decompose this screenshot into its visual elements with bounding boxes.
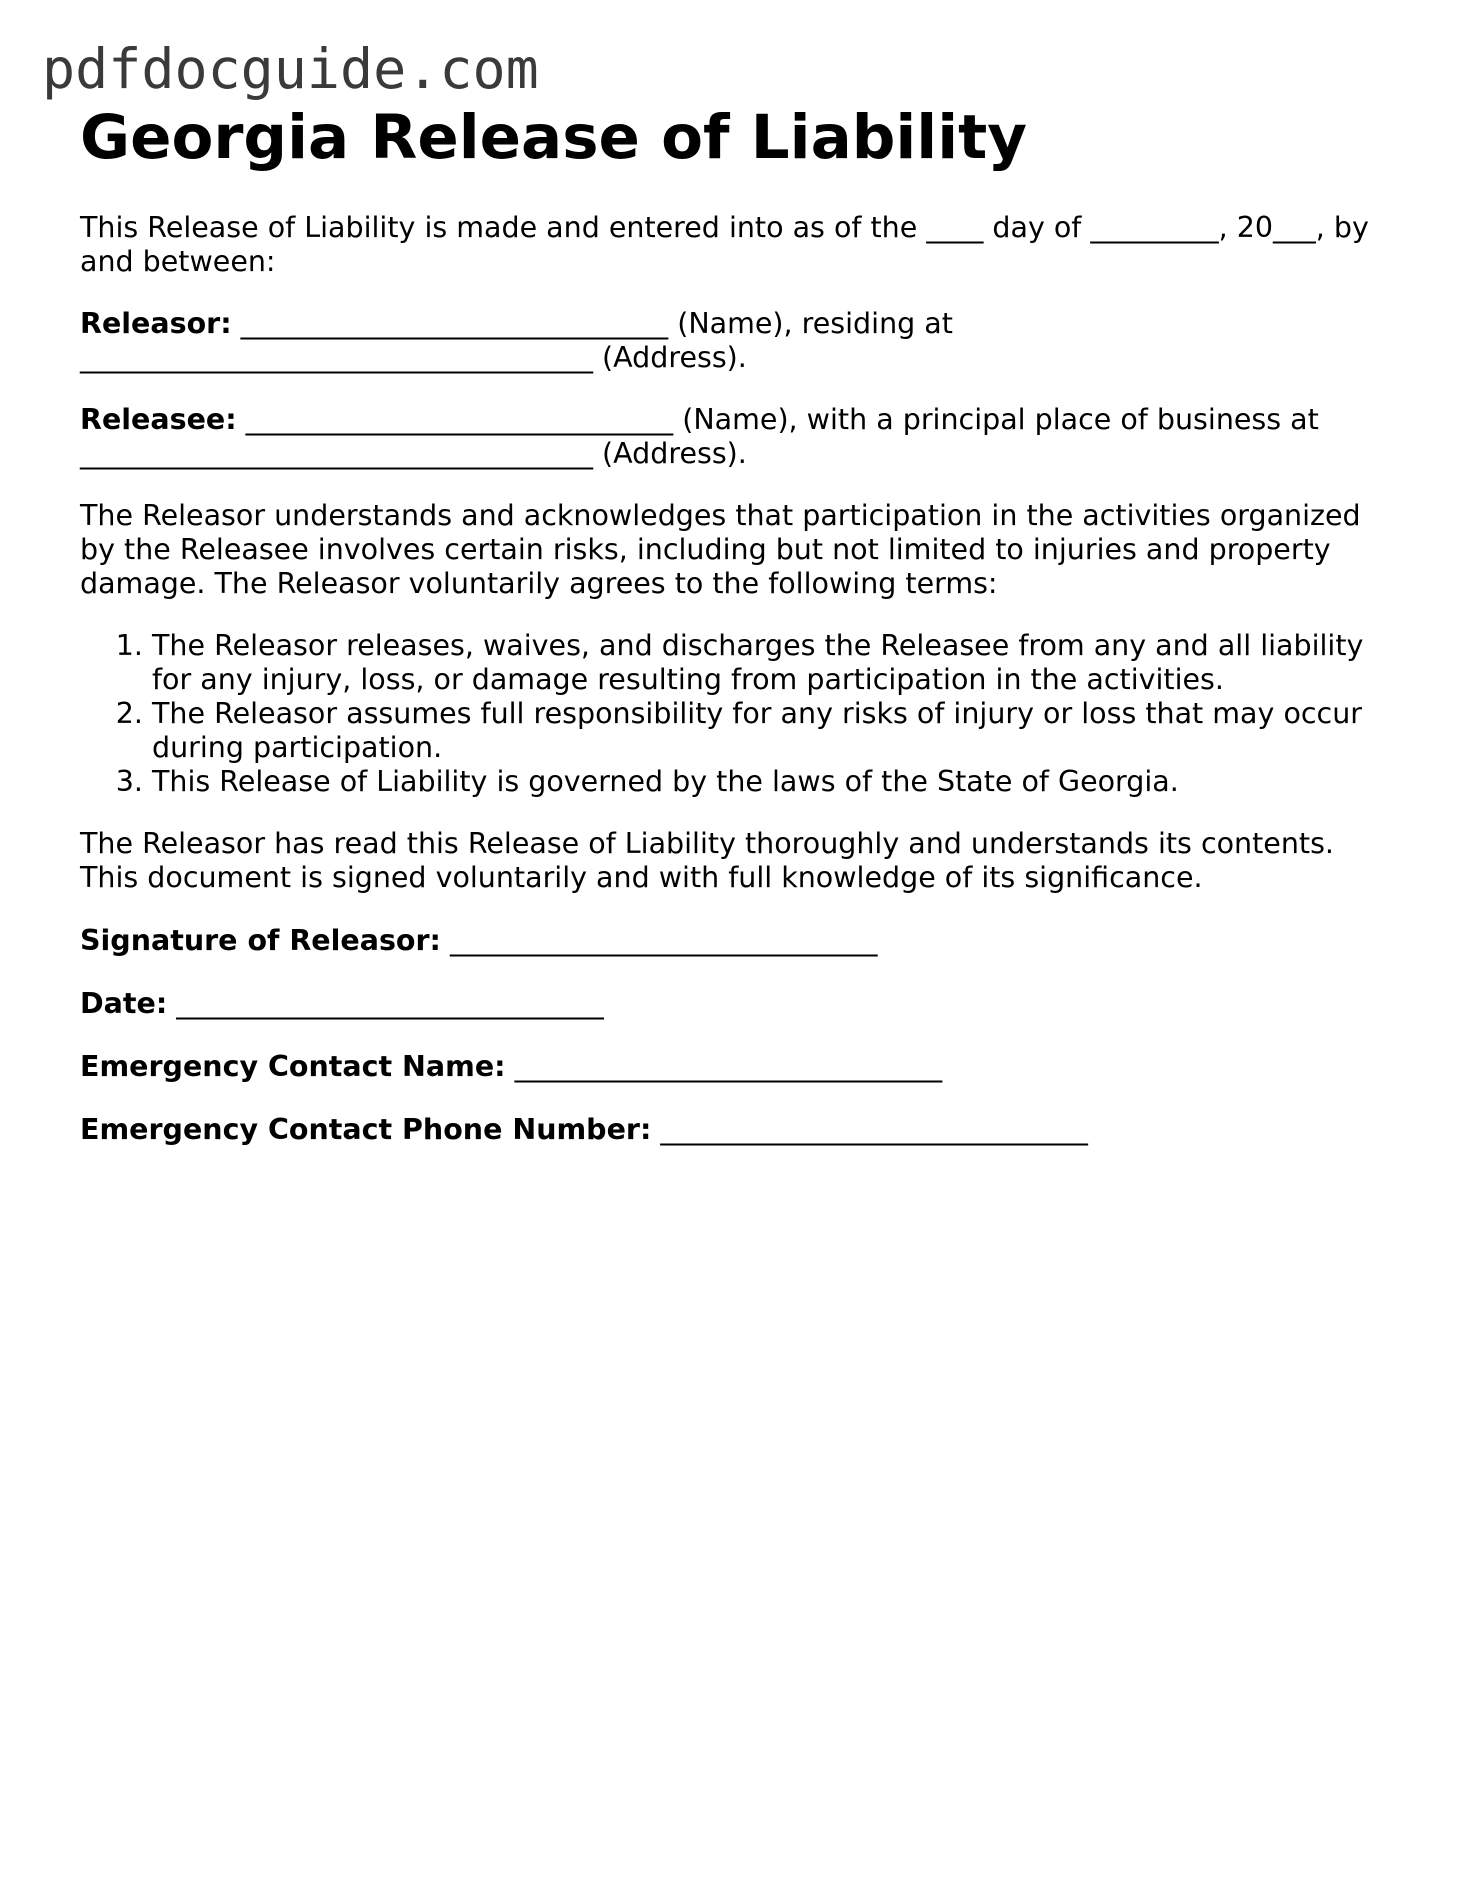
- releasor-address-field[interactable]: ____________________________________ (Address).: [80, 341, 747, 374]
- date-field: [80, 987, 1400, 1021]
- intro-paragraph: This Release of Liability is made and entered into as of the ____ day of _________, 20___, by and between:: [80, 211, 1369, 278]
- releasor-label: Releasor:: [80, 307, 232, 340]
- term-item: 1. The Releasor releases, waives, and discharges the Releasee from any and all liability for any injury, loss, or damage resulting from participation in the activities.: [152, 629, 1400, 697]
- emergency-contact-phone-label: Emergency Contact Phone Number:: [80, 1113, 652, 1146]
- releasee-label: Releasee:: [80, 403, 237, 436]
- signature-label: Signature of Releasor:: [80, 924, 441, 957]
- emergency-contact-name-blank[interactable]: ______________________________: [505, 1050, 943, 1083]
- signature-blank[interactable]: ______________________________: [440, 924, 878, 957]
- releasee-address-field[interactable]: ____________________________________ (Address).: [80, 437, 747, 470]
- term-item: 2. The Releasor assumes full responsibility for any risks of injury or loss that may occur during participation.: [152, 697, 1400, 765]
- document-body: [80, 100, 1400, 1147]
- releasee-name-field[interactable]: ______________________________ (Name), with a principal place of business at: [236, 403, 1319, 436]
- releasee-block: [80, 403, 1400, 471]
- signature-field: [80, 924, 1400, 958]
- releasor-block: [80, 307, 1400, 375]
- emergency-contact-phone-field: [80, 1113, 1400, 1147]
- risk-paragraph: The Releasor understands and acknowledges that participation in the activities organized by the Releasee involves certain risks, including but not limited to injuries and property damage. The Releasor voluntarily agrees to the following terms:: [80, 499, 1361, 600]
- emergency-contact-phone-blank[interactable]: ______________________________: [651, 1113, 1088, 1146]
- date-blank[interactable]: ______________________________: [167, 987, 604, 1020]
- emergency-contact-name-field: [80, 1050, 1400, 1084]
- emergency-contact-name-label: Emergency Contact Name:: [80, 1050, 506, 1083]
- releasor-name-field[interactable]: ______________________________ (Name), residing at: [231, 307, 953, 340]
- watermark-text: pdfdocguide.com: [42, 37, 539, 101]
- terms-list: [80, 629, 1400, 799]
- document-title: Georgia Release of Liability: [80, 102, 1028, 173]
- date-label: Date:: [80, 987, 168, 1020]
- closing-paragraph: The Releasor has read this Release of Liability thoroughly and understands its contents. This document is signed voluntarily and with full knowledge of its significance.: [80, 827, 1334, 894]
- term-item: 3. This Release of Liability is governed by the laws of the State of Georgia.: [152, 765, 1400, 799]
